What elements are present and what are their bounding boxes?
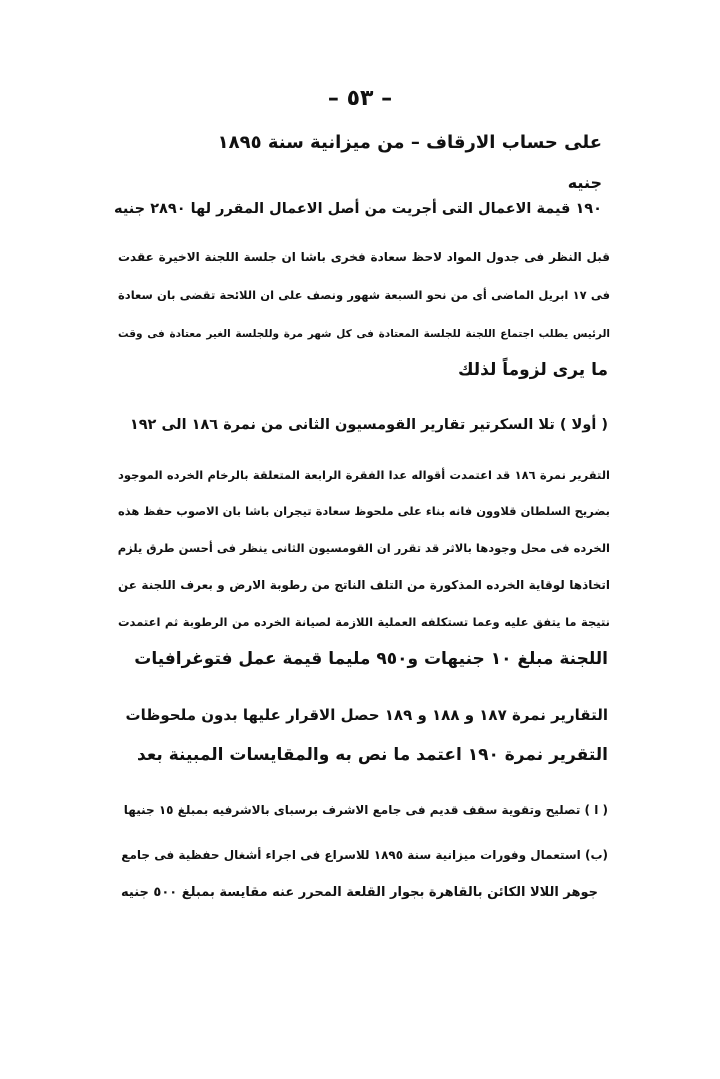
reports-187-189: التقارير نمرة ١٨٧ و ١٨٨ و ١٨٩ حصل الاقرار عليها بدون ملحوظات xyxy=(125,706,608,724)
item-a: ( ا ) تصليح وتقوية سقف قديم فى جامع الاشرف برسباى بالاشرفيه بمبلغ ١٥ جنيها xyxy=(123,803,608,817)
report-186-line-1: التقرير نمرة ١٨٦ قد اعتمدت أقواله عدا الفقرة الرابعة المتعلقة بالرخام الخرده الموجود xyxy=(118,468,610,482)
report-186-line-4: اتخاذها لوقاية الخرده المذكورة من التلف الناتج من رطوبة الارض و بعرف اللجنة عن xyxy=(118,578,610,592)
intro-line-1: قبل النظر فى جدول المواد لاحظ سعادة فخرى باشا ان جلسة اللجنة الاخيرة عقدت xyxy=(118,250,610,264)
header-line: على حساب الارقاف – من ميزانية سنة ١٨٩٥ xyxy=(217,132,602,153)
item-b-line-2: جوهر اللالا الكائن بالقاهرة بجوار القلعة المحرر عنه مقايسة بمبلغ ٥٠٠ جنيه xyxy=(121,885,598,900)
section-heading: ( أولا ) تلا السكرتير تقارير القومسيون الثانى من نمرة ١٨٦ الى ١٩٢ xyxy=(129,417,608,433)
report-186-line-3: الخرده فى محل وجودها بالاثر قد تقرر ان القومسيون الثانى ينظر فى أحسن طرق يلزم xyxy=(117,541,610,555)
page-number: – ٥٣ – xyxy=(327,86,393,111)
item-b-line-1: (ب) استعمال وفورات ميزانية سنة ١٨٩٥ للاسراع فى اجراء أشغال حفظية فى جامع xyxy=(121,848,608,862)
report-190: التقرير نمرة ١٩٠ اعتمد ما نص به والمقايسات المبينة بعد xyxy=(137,745,608,765)
intro-line-2: فى ١٧ ابريل الماضى أى من نحو السبعة شهور ونصف على ان اللائحة تقضى بان سعادة xyxy=(118,288,610,302)
report-186-line-6: اللجنة مبلغ ١٠ جنيهات و٩٥٠ مليما قيمة عمل فتوغرافيات xyxy=(134,649,608,669)
intro-line-3: الرئيس يطلب اجتماع اللجنة للجلسة المعتادة فى كل شهر مرة وللجلسة الغير معتادة فى وقت xyxy=(118,328,610,340)
report-186-line-2: بضريح السلطان قلاوون فانه بناء على ملحوظ سعادة تيجران باشا بان الاصوب حفظ هذه xyxy=(117,504,610,518)
report-186-line-5: نتيجة ما يتفق عليه وعما تستكلفه العملية اللازمة لصيانة الخرده من الرطوبة ثم اعتمدت xyxy=(118,615,610,629)
item-190: ١٩٠ قيمة الاعمال التى أجريت من أصل الاعمال المقرر لها ٢٨٩٠ جنيه xyxy=(114,201,602,217)
intro-line-4: ما يرى لزوماً لذلك xyxy=(457,360,608,380)
currency-label: جنيه xyxy=(567,173,602,192)
